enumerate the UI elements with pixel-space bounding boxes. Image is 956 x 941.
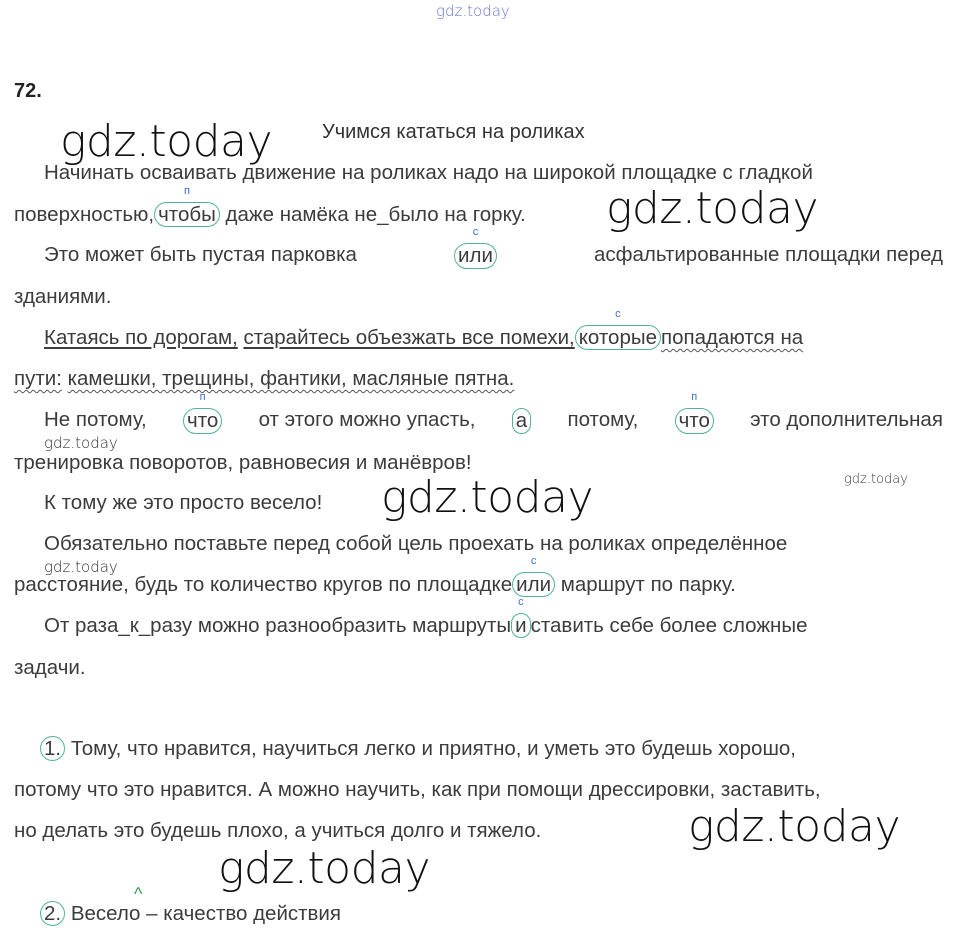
stress-caret-icon: ^ bbox=[134, 884, 143, 904]
conjunction-text: что bbox=[678, 409, 710, 432]
conjunction-text: или bbox=[516, 573, 552, 596]
p2-line-2: зданиями. bbox=[14, 285, 112, 308]
mark-s: с bbox=[615, 308, 621, 320]
p3-text-b: старайтесь объезжать все помехи, bbox=[243, 326, 575, 349]
answer-2-line bbox=[40, 902, 341, 926]
mark-p: п bbox=[691, 391, 698, 403]
answer-1-line-1 bbox=[40, 737, 796, 761]
p6-line-1: Обязательно поставьте перед собой цель проехать на роликах определённое bbox=[44, 532, 788, 555]
mark-s: с bbox=[472, 226, 479, 238]
watermark-line2-right: gdz.today bbox=[606, 183, 819, 234]
answer-2-text: Весело – качество действия bbox=[70, 902, 341, 925]
mark-s: с bbox=[518, 596, 524, 608]
conjunction-i bbox=[511, 596, 530, 638]
exercise-number: 72. bbox=[14, 80, 42, 102]
p4-text-c: от этого можно упасть, bbox=[258, 408, 476, 431]
p2-line-1 bbox=[44, 226, 943, 269]
conjunction-kotorye bbox=[575, 308, 661, 350]
p2-text-c: асфальтированные площадки перед bbox=[594, 243, 943, 266]
p3-text-d: попадаются на bbox=[660, 326, 804, 349]
watermark-small-right: gdz.today bbox=[844, 472, 908, 487]
answer-1-line-2: потому что это нравится. А можно научить, как при помощи дрессировки, заставить, bbox=[14, 778, 821, 801]
watermark-mid-big: gdz.today bbox=[381, 472, 594, 523]
p3-line-2 bbox=[14, 367, 514, 391]
conjunction-text: что bbox=[187, 409, 219, 432]
watermark-bottom-right: gdz.today bbox=[688, 801, 901, 852]
conjunction-text: которые bbox=[578, 326, 657, 349]
conjunction-chto-1 bbox=[183, 391, 222, 434]
watermark-title-left: gdz.today bbox=[60, 116, 273, 167]
p4-text-a: Не потому, bbox=[44, 408, 147, 431]
p7-text-a: От раза_к_разу можно разнообразить маршруты bbox=[44, 614, 512, 637]
answer-1-text: Тому, что нравится, научиться легко и приятно, и уметь это будешь хорошо, bbox=[70, 737, 796, 760]
conjunction-ili-2 bbox=[512, 555, 555, 597]
p7-text-c: ставить себе более сложные bbox=[530, 614, 808, 637]
p6-text-a: расстояние, будь то количество кругов по площадке bbox=[14, 573, 513, 596]
conjunction-text: и bbox=[515, 614, 527, 637]
watermark-bottom-left: gdz.today bbox=[218, 843, 431, 894]
p4-text-g: это дополнительная bbox=[750, 408, 943, 431]
watermark-top: gdz.today bbox=[436, 2, 510, 20]
p7-line-2: задачи. bbox=[14, 656, 86, 679]
p4-line-1 bbox=[44, 391, 943, 434]
conjunction-chto-2 bbox=[675, 391, 714, 434]
answer-1-number: 1. bbox=[40, 736, 65, 761]
conjunction-chtoby bbox=[154, 185, 220, 227]
p3-text-f: камешки, трещины, фантики, масляные пятна. bbox=[67, 367, 515, 390]
mark-p: п bbox=[199, 391, 206, 403]
conjunction-a: а bbox=[512, 408, 531, 434]
answer-1-line-3: но делать это будешь плохо, а учиться долго и тяжело. bbox=[14, 819, 542, 842]
mark-s: с bbox=[530, 555, 537, 567]
p6-text-c: маршрут по парку. bbox=[560, 573, 736, 596]
watermark-small-left-1: gdz.today bbox=[44, 434, 118, 452]
conjunction-text: или bbox=[458, 244, 493, 267]
p4-text-e: потому, bbox=[567, 408, 639, 431]
p7-line-1 bbox=[44, 596, 808, 638]
conjunction-text: чтобы bbox=[158, 203, 216, 226]
watermark-small-left-2: gdz.today bbox=[44, 558, 118, 576]
p2-text-a: Это может быть пустая парковка bbox=[44, 243, 357, 266]
conjunction-ili bbox=[454, 226, 497, 269]
p1-text-c: даже намёка не_было на горку. bbox=[225, 203, 526, 226]
p1-text-a: поверхностью, bbox=[14, 203, 155, 226]
p4-line-2: тренировка поворотов, равновесия и манёвров! bbox=[14, 451, 472, 474]
p3-line-1 bbox=[44, 308, 804, 350]
mark-p: п bbox=[183, 185, 190, 197]
p1-line-1: Начинать осваивать движение на роликах надо на широкой площадке с гладкой bbox=[44, 161, 813, 184]
p3-text-a: Катаясь по дорогам, bbox=[44, 326, 238, 349]
p1-line-2 bbox=[14, 185, 526, 227]
exercise-title: Учимся кататься на роликах bbox=[322, 121, 585, 143]
p3-text-e: пути: bbox=[14, 367, 62, 390]
p5-line: К тому же это просто весело! bbox=[44, 491, 323, 514]
answer-2-number: 2. bbox=[40, 901, 65, 926]
